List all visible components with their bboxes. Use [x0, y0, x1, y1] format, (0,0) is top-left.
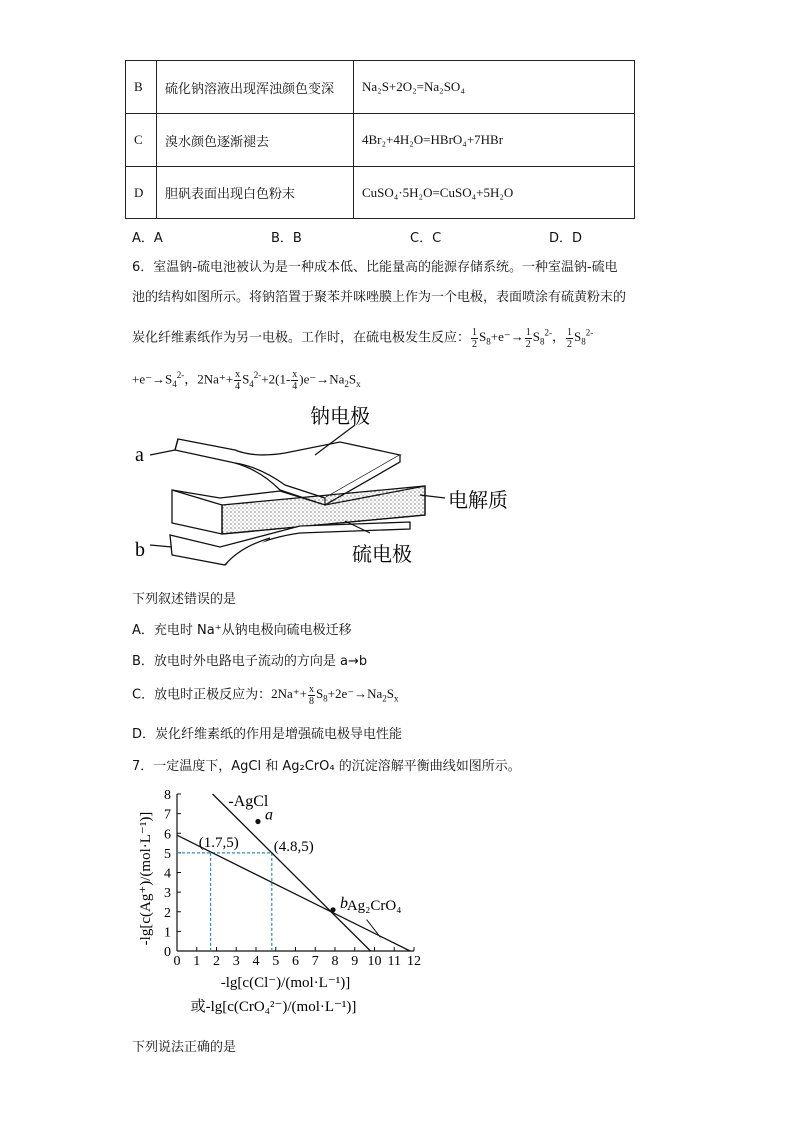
label-electrolyte: 电解质 — [448, 490, 508, 512]
series-label-agcl: -AgCl — [228, 792, 269, 810]
y-tick-label: 0 — [164, 945, 171, 960]
chart-series — [177, 794, 410, 951]
x-tick-label: 10 — [367, 954, 382, 969]
y-tick-label: 1 — [164, 925, 171, 941]
y-tick-label: 3 — [164, 886, 171, 902]
x-tick-label: 1 — [193, 954, 201, 969]
solubility-chart — [128, 785, 428, 1025]
q6-option-b[interactable]: B．放电时外电路电子流动的方向是 a→b — [132, 654, 368, 669]
ag2cro4-leader — [367, 920, 381, 938]
y-tick-label: 8 — [164, 788, 171, 803]
q7-after: 下列说法正确的是 — [132, 1040, 237, 1055]
x-tick-label: 5 — [272, 954, 280, 969]
q6-option-c[interactable]: C．放电时正极反应为：2Na⁺+ $\frac{x}{8}$ $S_8+2e^-\to Na_2S_x$ — [132, 684, 399, 707]
point-label-a: a — [264, 806, 273, 824]
y-tick-label: 4 — [164, 866, 171, 882]
x-tick-label: 11 — [387, 954, 401, 969]
label-sulfur-electrode: 硫电极 — [352, 544, 412, 566]
q7-stem: 7．一定温度下，AgCl 和 Ag₂CrO₄ 的沉淀溶解平衡曲线如图所示。 — [132, 759, 521, 774]
row-equation: CuSO₄·5H₂O=CuSO₄+5H₂O — [354, 167, 635, 219]
table-row — [126, 114, 635, 167]
x-tick-label: 3 — [232, 954, 240, 969]
chart-axes — [164, 788, 421, 969]
annotation-2: (4.8,5) — [273, 838, 314, 855]
y-axis-title: -lg[c(Ag⁺)/(mol·L⁻¹)] — [138, 811, 154, 946]
x-axis-title-line2: 或-lg[c(CrO₄²⁻)/(mol·L⁻¹)] — [190, 999, 357, 1015]
x-tick-label: 2 — [213, 954, 220, 969]
row-phenomenon: 胆矾表面出现白色粉末 — [157, 167, 354, 219]
series-label-ag2cro4: Ag₂CrO₄ — [346, 897, 402, 914]
q6-option-d[interactable]: D．炭化纤维素纸的作用是增强硫电极导电性能 — [132, 727, 403, 742]
series-line-agcl — [213, 794, 371, 951]
row-equation: Na₂S+2O₂=Na₂SO₄ — [354, 61, 635, 114]
choice-c[interactable]: C．C — [410, 231, 442, 246]
row-letter: B — [126, 61, 157, 114]
label-b: b — [135, 539, 145, 561]
row-letter: C — [126, 114, 157, 167]
x-tick-label: 8 — [331, 954, 339, 969]
point-b — [330, 907, 335, 912]
q6-line-4: $+e^-\to S_4^{2-}$，2Na⁺+ $\frac{x}{4}$ $S_4^{2-}+2(1-$ $\frac{x}{4}$ )$e^-\to Na_2S_x$ — [132, 368, 361, 392]
table-row — [126, 61, 635, 114]
lead-a — [150, 450, 175, 455]
y-tick-label: 6 — [164, 827, 171, 843]
q6-option-a[interactable]: A．充电时 Na⁺从钠电极向硫电极迁移 — [132, 623, 352, 638]
row-equation: 4Br₂+4H₂O=HBrO₄+7HBr — [354, 114, 635, 167]
table-row — [126, 167, 635, 219]
choice-b[interactable]: B．B — [271, 231, 302, 246]
point-a — [255, 819, 260, 824]
x-tick-label: 7 — [311, 954, 319, 969]
lead-b — [150, 545, 172, 547]
x-tick-label: 6 — [292, 954, 299, 969]
q6-stem: 下列叙述错误的是 — [132, 592, 237, 607]
label-a: a — [135, 444, 144, 466]
x-tick-label: 4 — [252, 954, 260, 969]
q6-line-2: 池的结构如图所示。将钠箔置于聚苯并咪唑膜上作为一个电极，表面喷涂有硫黄粉末的 — [132, 290, 627, 305]
x-tick-label: 9 — [351, 954, 359, 969]
y-tick-label: 7 — [164, 807, 171, 823]
chart-guide-lines — [177, 853, 272, 951]
point-label-b: b — [340, 894, 349, 912]
options-table — [125, 60, 635, 219]
battery-diagram — [130, 395, 530, 585]
label-sodium-electrode: 钠电极 — [310, 406, 370, 428]
choice-d[interactable]: D．D — [549, 231, 583, 246]
q6-line-3: 炭化纤维素纸作为另一电极。工作时，在硫电极发生反应： $\frac{1}{2}$ $S_8+e^-\to$ $\frac{1}{2}$ $S_8^{2-}$， $\frac{1}{2}$ $S_8^{2-}$ — [132, 326, 594, 350]
y-tick-label: 2 — [164, 905, 171, 921]
x-tick-label: 12 — [407, 954, 421, 969]
row-phenomenon: 溴水颜色逐渐褪去 — [157, 114, 354, 167]
row-phenomenon: 硫化钠溶液出现浑浊颜色变深 — [157, 61, 354, 114]
row-letter: D — [126, 167, 157, 219]
choice-a[interactable]: A．A — [132, 231, 163, 246]
q6-line-1: 6．室温钠-硫电池被认为是一种成本低、比能量高的能源存储系统。一种室温钠-硫电 — [132, 260, 618, 275]
y-tick-label: 5 — [164, 846, 171, 862]
x-tick-label: 0 — [173, 954, 181, 969]
annotation-1: (1.7,5) — [198, 834, 239, 851]
x-axis-title-line1: -lg[c(Cl⁻)/(mol·L⁻¹)] — [220, 975, 351, 991]
